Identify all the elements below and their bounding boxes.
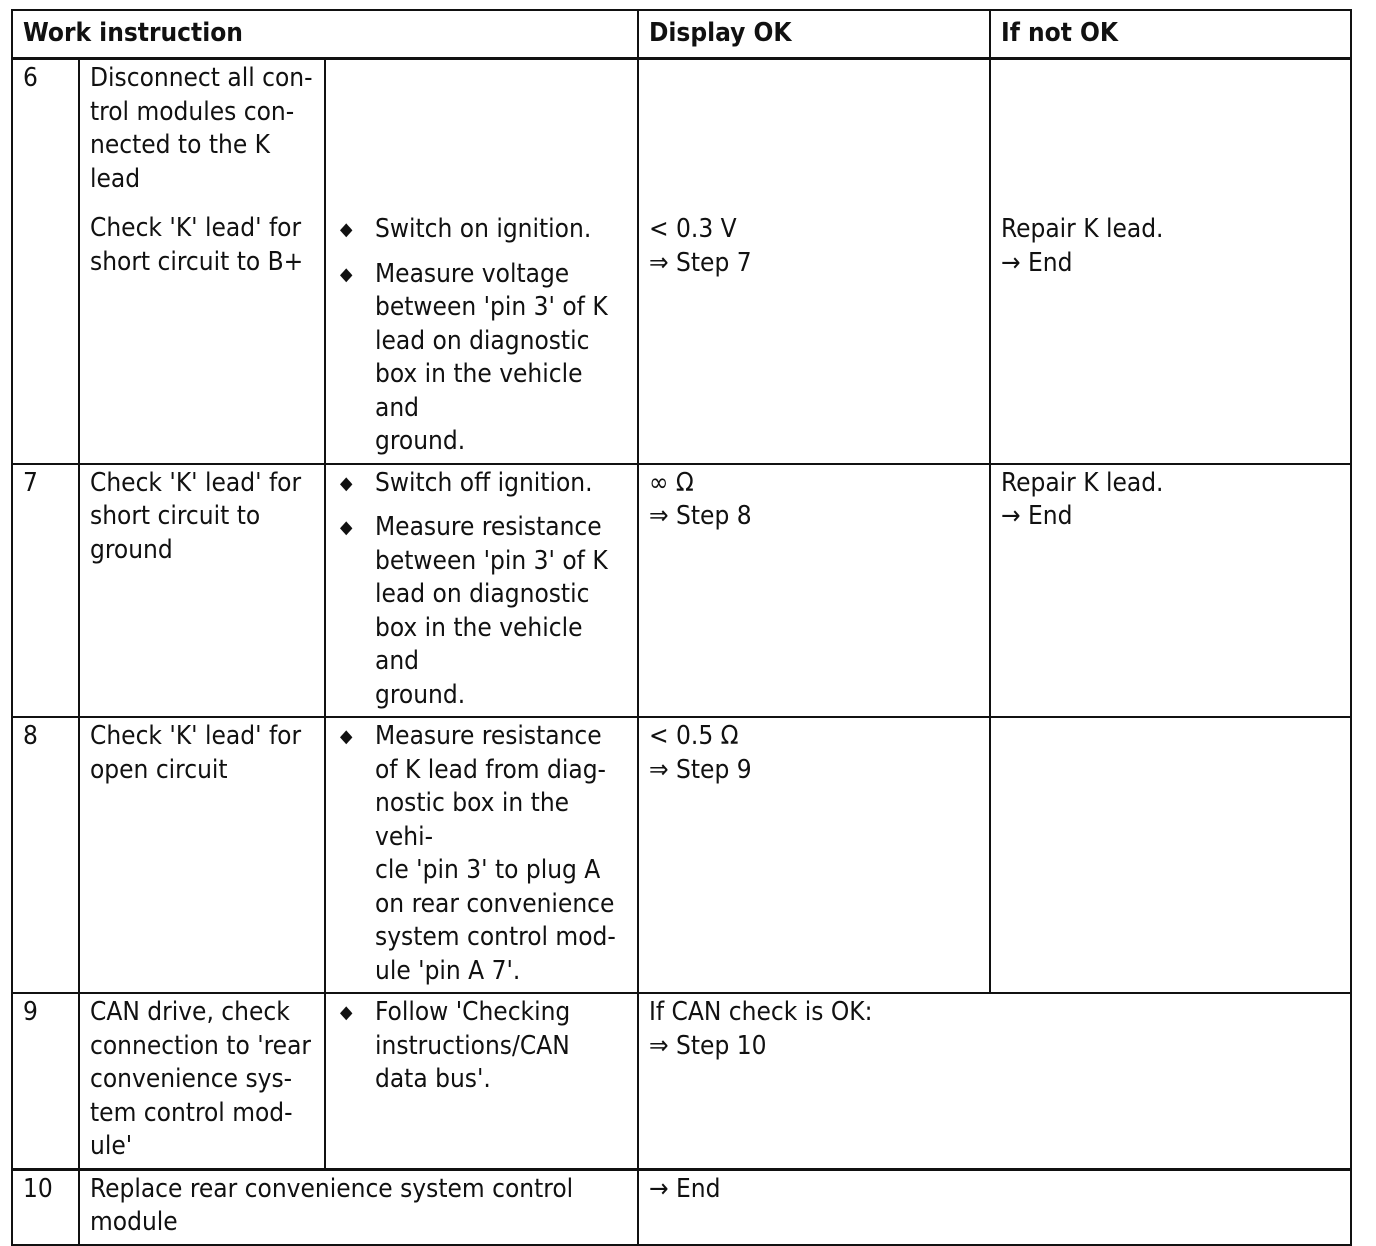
display-ok-cell: [638, 464, 990, 718]
display-ok-value: < 0.3 V: [649, 214, 737, 244]
description-line: CAN drive, check: [90, 997, 290, 1027]
action-item: ◆ Switch off ignition.: [336, 467, 629, 501]
description-line: Check 'K' lead' for: [90, 721, 302, 751]
step-actions: [325, 464, 638, 718]
if-not-ok-cell: [990, 464, 1351, 718]
if-not-ok-cell: [990, 717, 1351, 993]
display-ok-next: ⇒ Step 8: [649, 501, 752, 531]
display-ok-cell: [638, 717, 990, 993]
step-number: 10: [12, 1169, 79, 1245]
step-number: 8: [12, 717, 79, 993]
display-ok-cell: [638, 1169, 1351, 1245]
table-row-step-6: [12, 59, 1351, 464]
step-description: [79, 59, 325, 464]
description-line: Check 'K' lead' for: [90, 467, 302, 498]
display-ok-value: If CAN check is OK:: [649, 997, 873, 1027]
description-line: short circuit to B+: [90, 246, 304, 277]
description-line: short circuit to: [90, 501, 261, 531]
display-ok-cell: [638, 59, 990, 464]
description-line: ground: [90, 534, 173, 565]
if-not-ok-cell: [990, 59, 1351, 464]
header-display-ok: Display OK: [638, 10, 990, 59]
display-ok-value: < 0.5 Ω: [649, 721, 739, 751]
action-item: ◆ Measure voltage between 'pin 3' of K lead on diagnostic box in the vehicle and ground.: [340, 258, 608, 456]
step-description: [79, 1169, 638, 1245]
table-row-step-9: [12, 993, 1351, 1169]
diamond-bullet-icon: ◆: [340, 726, 353, 747]
description-line: ule': [90, 1131, 133, 1161]
step-actions: [325, 59, 638, 464]
table-row-step-7: [12, 464, 1351, 718]
description-line: Disconnect all con-: [90, 63, 313, 93]
display-ok-next: ⇒ Step 10: [649, 1030, 767, 1061]
display-ok-cell: [638, 993, 1351, 1169]
if-not-ok-next: → End: [1001, 247, 1073, 278]
display-ok-next: ⇒ Step 9: [649, 754, 752, 785]
description-line: convenience sys-: [90, 1064, 293, 1094]
if-not-ok-action: Repair K lead.: [1001, 467, 1164, 498]
action-list: [336, 996, 629, 1097]
description-line: tem control mod-: [90, 1097, 293, 1128]
work-instruction-sheet: [11, 9, 1350, 1246]
work-instruction-table: [11, 9, 1352, 1246]
step-number: 7: [12, 464, 79, 718]
if-not-ok-next: → End: [1001, 501, 1073, 531]
step-number: 9: [12, 993, 79, 1169]
table-row-step-10: [12, 1169, 1351, 1245]
diamond-bullet-icon: ◆: [340, 219, 353, 240]
action-item: ◆ Measure resistance between 'pin 3' of K lead on diagnostic box in the vehicle and ground.: [340, 512, 608, 710]
description-line: connection to 'rear: [90, 1030, 312, 1061]
table-row-step-8: [12, 717, 1351, 993]
step-description: [79, 993, 325, 1169]
display-ok-next: → End: [649, 1173, 721, 1204]
diamond-bullet-icon: ◆: [340, 517, 353, 538]
step-actions: [325, 993, 638, 1169]
action-item: ◆ Measure resistance of K lead from diag- nostic box in the vehi- cle 'pin 3' to plug A on rear convenience system control mod- ule 'pin A 7'.: [340, 721, 616, 986]
description-line: trol modules con-: [90, 96, 295, 127]
table-header-row: [12, 10, 1351, 59]
description-line: Check 'K' lead' for: [90, 213, 302, 243]
step-number: 6: [12, 59, 79, 464]
display-ok-next: ⇒ Step 7: [649, 247, 752, 278]
description-line: open circuit: [90, 754, 228, 785]
step-actions: [325, 717, 638, 993]
description-line: lead: [90, 163, 141, 194]
header-work-instruction: Work instruction: [12, 10, 638, 59]
action-list: [336, 720, 629, 988]
diamond-bullet-icon: ◆: [340, 263, 353, 285]
header-if-not-ok: If not OK: [990, 10, 1351, 59]
action-list: [336, 213, 629, 459]
diamond-bullet-icon: ◆: [340, 1002, 353, 1023]
action-list: [336, 467, 629, 713]
description-line: Replace rear convenience system control: [90, 1173, 574, 1204]
description-line: module: [90, 1207, 178, 1237]
if-not-ok-action: Repair K lead.: [1001, 214, 1164, 244]
display-ok-value: ∞ Ω: [649, 467, 694, 498]
step-description: [79, 464, 325, 718]
description-line: nected to the K: [90, 130, 270, 160]
diamond-bullet-icon: ◆: [340, 472, 353, 494]
action-item: ◆ Follow 'Checking instructions/CAN data bus'.: [340, 997, 571, 1094]
action-item: ◆ Switch on ignition.: [336, 213, 629, 247]
step-description: [79, 717, 325, 993]
